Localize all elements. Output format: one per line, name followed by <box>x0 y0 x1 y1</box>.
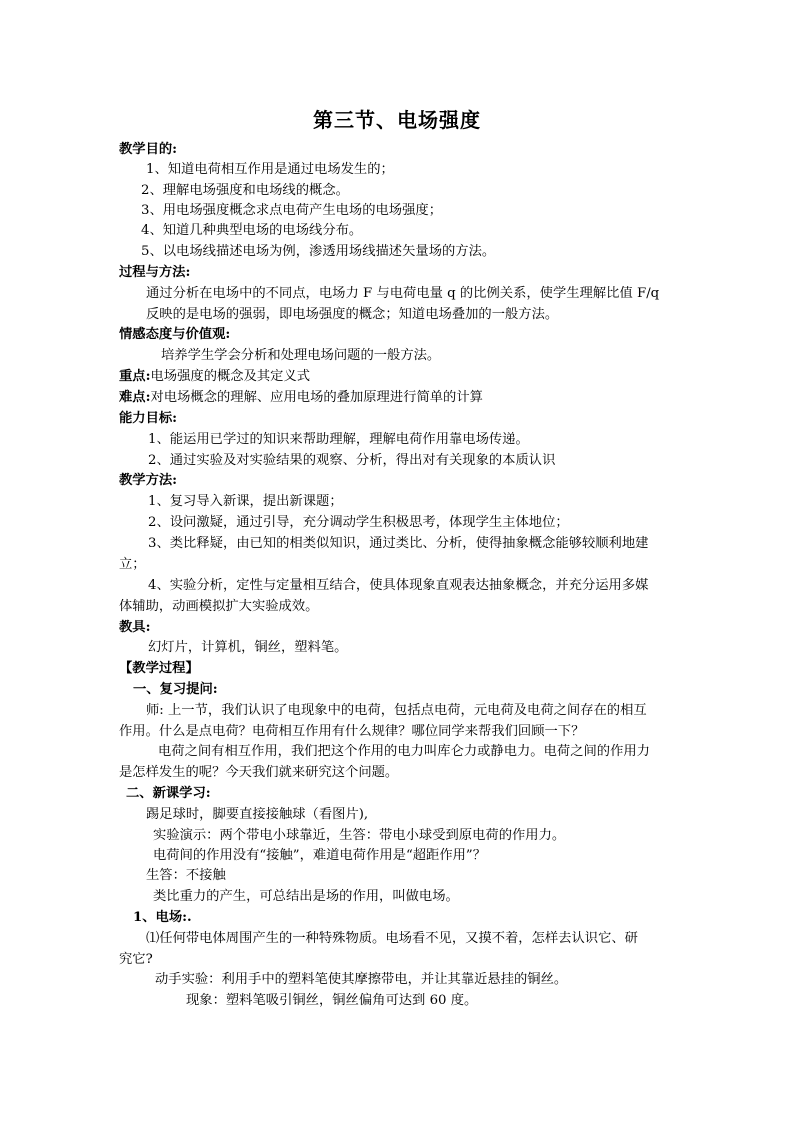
goal-item-3: 3、用电场强度概念求点电荷产生电场的电场强度； <box>141 203 442 218</box>
key-point-line <box>119 367 310 387</box>
ability-item-2: 2、通过实验及对实验结果的观察、分析，得出对有关现象的本质认识 <box>148 453 556 468</box>
new-lesson-line-1: 踢足球时，脚要直接接触球（看图片), <box>146 807 369 822</box>
goal-item-4: 4、知道几种典型电场的电场线分布。 <box>141 223 363 238</box>
difficulty-label: 难点: <box>119 390 151 405</box>
review-p1b: 作用。什么是点电荷？电荷相互作用有什么规律？哪位同学来帮我们回顾一下？ <box>119 724 585 739</box>
field-p3: 现象：塑料笔吸引铜丝，铜丝偏角可达到 60 度。 <box>186 993 478 1008</box>
new-lesson-line-5: 类比重力的产生，可总结出是场的作用，叫做电场。 <box>153 889 459 904</box>
attitude-heading: 情感态度与价值观: <box>119 327 231 342</box>
tools-text: 幻灯片，计算机，铜丝，塑料笔。 <box>148 640 348 655</box>
difficulty-text: 对电场概念的理解、应用电场的叠加原理进行简单的计算 <box>150 390 483 405</box>
process-line-2: 反映的是电场的强弱，即电场强度的概念；知道电场叠加的一般方法。 <box>146 307 559 322</box>
field-p1a: ⑴任何带电体周围产生的一种特殊物质。电场看不见，又摸不着，怎样去认识它、研 <box>146 931 638 946</box>
methods-item-3a: 3、类比释疑，由已知的相类似知识，通过类比、分析，使得抽象概念能够较顺利地建 <box>148 536 649 551</box>
ability-heading: 能力目标: <box>119 411 178 426</box>
methods-item-2: 2、设问激疑，通过引导，充分调动学生积极思考，体现学生主体地位； <box>148 515 569 530</box>
teaching-process-heading: 【教学过程】 <box>119 661 199 676</box>
field-p2: 动手实验：利用手中的塑料笔使其摩擦带电，并让其靠近悬挂的铜丝。 <box>155 972 568 987</box>
key-point-text: 电场强度的概念及其定义式 <box>150 369 311 384</box>
review-p1a: 师: 上一节，我们认识了电现象中的电荷，包括点电荷，元电荷及电荷之间存在的相互 <box>146 703 647 718</box>
methods-item-4b: 体辅助，动画模拟扩大实验成效。 <box>119 599 319 614</box>
key-point-label: 重点: <box>119 369 151 384</box>
review-p2b: 是怎样发生的呢？今天我们就来研究这个问题。 <box>119 765 399 780</box>
new-lesson-heading: 二、新课学习: <box>126 786 211 801</box>
goals-heading: 教学目的: <box>119 142 178 157</box>
new-lesson-line-4: 生答：不接触 <box>146 868 226 883</box>
new-lesson-line-2: 实验演示：两个带电小球靠近，生答：带电小球受到原电荷的作用力。 <box>153 828 566 843</box>
attitude-text: 培养学生学会分析和处理电场问题的一般方法。 <box>161 348 441 363</box>
methods-item-3b: 立； <box>119 557 146 572</box>
tools-heading: 教具: <box>119 620 151 635</box>
page-title: 第三节、电场强度 <box>313 108 481 132</box>
field-heading: 1、电场:. <box>133 910 192 925</box>
ability-item-1: 1、能运用已学过的知识来帮助理解，理解电荷作用靠电场传递。 <box>148 432 529 447</box>
methods-heading: 教学方法: <box>119 473 178 488</box>
new-lesson-line-3: 电荷间的作用没有“接触”，难道电荷作用是“超距作用”？ <box>153 848 487 863</box>
goal-item-1: 1、知道电荷相互作用是通过电场发生的； <box>146 162 394 177</box>
review-p2a: 电荷之间有相互作用，我们把这个作用的电力叫库仑力或静电力。电荷之间的作用力 <box>158 744 650 759</box>
methods-item-1: 1、复习导入新课，提出新课题； <box>148 494 343 509</box>
methods-item-4a: 4、实验分析，定性与定量相互结合，使具体现象直观表达抽象概念，并充分运用多媒 <box>148 578 649 593</box>
review-heading: 一、复习提问: <box>133 682 218 697</box>
process-heading: 过程与方法: <box>119 265 191 280</box>
goal-item-5: 5、以电场线描述电场为例，渗透用场线描述矢量场的方法。 <box>141 244 496 259</box>
field-p1b: 究它? <box>119 952 153 967</box>
goal-item-2: 2、理解电场强度和电场线的概念。 <box>141 183 349 198</box>
difficulty-line <box>119 388 483 408</box>
process-line-1: 通过分析在电场中的不同点，电场力 F 与电荷电量 q 的比例关系，使学生理解比值 F/q <box>146 286 660 301</box>
